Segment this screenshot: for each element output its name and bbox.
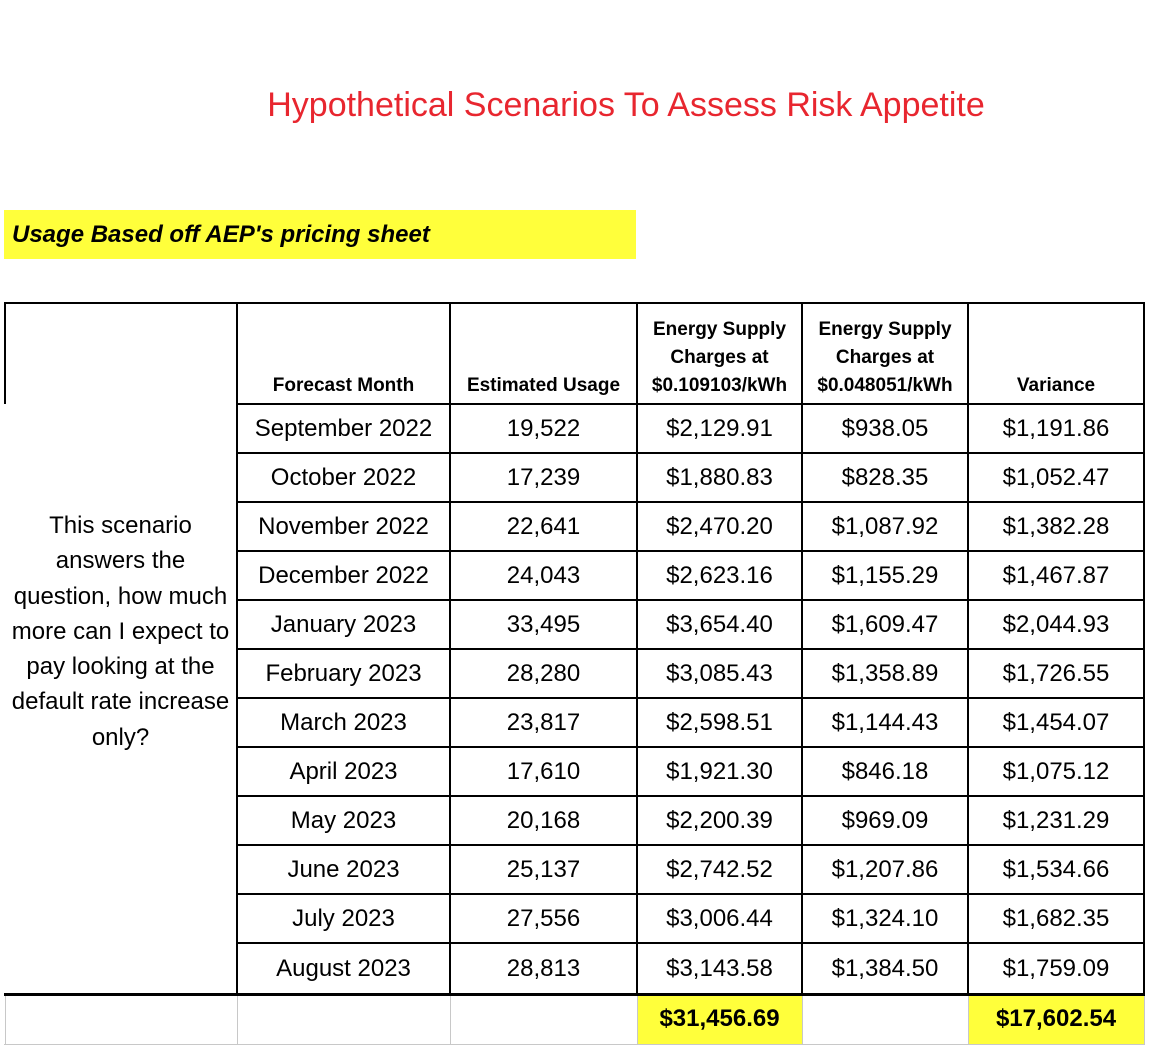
table-cell-charge2: $846.18: [841, 757, 929, 785]
table-cell-variance: $1,467.87: [1002, 561, 1110, 589]
grid-line: [450, 996, 451, 1044]
table-cell-usage: 17,239: [506, 463, 581, 491]
table-cell-charge1: $3,654.40: [666, 610, 773, 638]
column-header-variance: [968, 303, 1144, 404]
header-line: $0.048051/kWh: [817, 375, 953, 396]
header-label: Forecast Month: [272, 375, 415, 396]
table-cell-usage: 23,817: [506, 708, 581, 736]
grid-line: [802, 996, 803, 1044]
grid-line: [237, 697, 1145, 699]
table-cell-variance: $1,726.55: [1002, 659, 1110, 687]
table-cell-charge2: $938.05: [841, 414, 929, 442]
total-charge1: $31,456.69: [637, 994, 802, 1044]
table-cell-charge1: $2,623.16: [666, 561, 773, 589]
table-cell-variance: $1,534.66: [1002, 855, 1110, 883]
table-cell-variance: $2,044.93: [1002, 610, 1110, 638]
table-cell-charge1: $3,006.44: [666, 904, 773, 932]
table-cell-usage: 20,168: [506, 806, 581, 834]
table-cell-charge2: $1,087.92: [831, 512, 939, 540]
grid-line: [237, 599, 1145, 601]
table-cell-variance: $1,454.07: [1002, 708, 1110, 736]
grid-line: [637, 996, 638, 1044]
table-cell-charge2: $1,155.29: [831, 561, 939, 589]
grid-line: [968, 996, 969, 1044]
table-cell-month: August 2023: [276, 954, 411, 982]
grid-line: [4, 302, 1145, 304]
table-cell-charge1: $3,085.43: [666, 659, 773, 687]
table-cell-month: September 2022: [254, 414, 433, 442]
table-cell-charge2: $1,609.47: [831, 610, 939, 638]
grid-line: [5, 996, 6, 1044]
header-line: Charges at: [670, 347, 769, 368]
table-cell-charge2: $828.35: [841, 463, 929, 491]
table-cell-variance: $1,382.28: [1002, 512, 1110, 540]
header-line: Charges at: [835, 347, 935, 368]
table-cell-usage: 17,610: [506, 757, 581, 785]
grid-line: [237, 501, 1145, 503]
table-cell-month: October 2022: [270, 463, 417, 491]
table-cell-variance: $1,759.09: [1002, 954, 1110, 982]
column-header-rate1: [637, 303, 802, 404]
header-label: Estimated Usage: [466, 375, 621, 396]
grid-line: [237, 550, 1145, 552]
total-variance: $17,602.54: [968, 994, 1144, 1044]
column-header-month: [237, 303, 450, 404]
grid-line: [237, 795, 1145, 797]
table-cell-month: April 2023: [289, 757, 398, 785]
table-cell-variance: $1,052.47: [1002, 463, 1110, 491]
table-cell-charge1: $2,470.20: [666, 512, 773, 540]
table-cell-month: March 2023: [280, 708, 407, 736]
table-cell-variance: $1,075.12: [1002, 757, 1110, 785]
table-cell-charge2: $1,144.43: [831, 708, 939, 736]
page-title: Hypothetical Scenarios To Assess Risk Appetite: [267, 86, 985, 124]
column-header-usage: [450, 303, 637, 404]
table-cell-month: July 2023: [292, 904, 395, 932]
grid-line: [237, 942, 1145, 944]
section-label: Usage Based off AEP's pricing sheet: [4, 210, 636, 259]
scenario-note: This scenario answers the question, how much more can I expect to pay looking at the default rate increase only?: [11, 512, 230, 751]
table-cell-charge2: $1,358.89: [831, 659, 939, 687]
grid-line: [237, 844, 1145, 846]
table-cell-charge1: $1,921.30: [666, 757, 773, 785]
header-line: Energy Supply: [652, 319, 787, 340]
header-line: $0.109103/kWh: [651, 375, 788, 396]
table-cell-charge1: $2,129.91: [666, 414, 773, 442]
table-cell-usage: 28,813: [506, 954, 581, 982]
table-cell-charge1: $2,598.51: [666, 708, 773, 736]
table-cell-charge2: $1,324.10: [831, 904, 939, 932]
table-cell-usage: 19,522: [506, 414, 581, 442]
table-cell-variance: $1,191.86: [1002, 414, 1110, 442]
table-cell-charge1: $2,742.52: [666, 855, 773, 883]
grid-line: [237, 452, 1145, 454]
grid-line: [4, 1044, 1145, 1045]
grid-line: [237, 403, 1145, 405]
table-cell-charge2: $1,207.86: [831, 855, 939, 883]
table-cell-variance: $1,682.35: [1002, 904, 1110, 932]
table-cell-usage: 28,280: [506, 659, 581, 687]
table-cell-usage: 27,556: [506, 904, 581, 932]
table-cell-month: May 2023: [290, 806, 397, 834]
table-cell-usage: 22,641: [506, 512, 581, 540]
grid-line: [237, 746, 1145, 748]
table-cell-usage: 25,137: [506, 855, 581, 883]
grid-line: [237, 996, 238, 1044]
table-cell-charge1: $1,880.83: [666, 463, 773, 491]
grid-line: [1144, 996, 1145, 1044]
grid-line: [237, 893, 1145, 895]
grid-line: [4, 993, 1145, 996]
table-cell-month: February 2023: [265, 659, 422, 687]
grid-line: [4, 303, 6, 404]
table-cell-charge2: $1,384.50: [831, 954, 939, 982]
table-cell-month: January 2023: [270, 610, 417, 638]
table-cell-usage: 24,043: [506, 561, 581, 589]
header-line: Energy Supply: [818, 319, 952, 340]
table-cell-month: December 2022: [258, 561, 429, 589]
table-cell-month: November 2022: [258, 512, 429, 540]
table-cell-charge2: $969.09: [841, 806, 929, 834]
table-cell-usage: 33,495: [506, 610, 581, 638]
table-cell-month: June 2023: [287, 855, 400, 883]
header-label: Variance: [1016, 375, 1096, 396]
column-header-rate2: [802, 303, 968, 404]
grid-line: [237, 648, 1145, 650]
table-cell-charge1: $2,200.39: [666, 806, 773, 834]
table-cell-variance: $1,231.29: [1002, 806, 1110, 834]
table-cell-charge1: $3,143.58: [666, 954, 773, 982]
